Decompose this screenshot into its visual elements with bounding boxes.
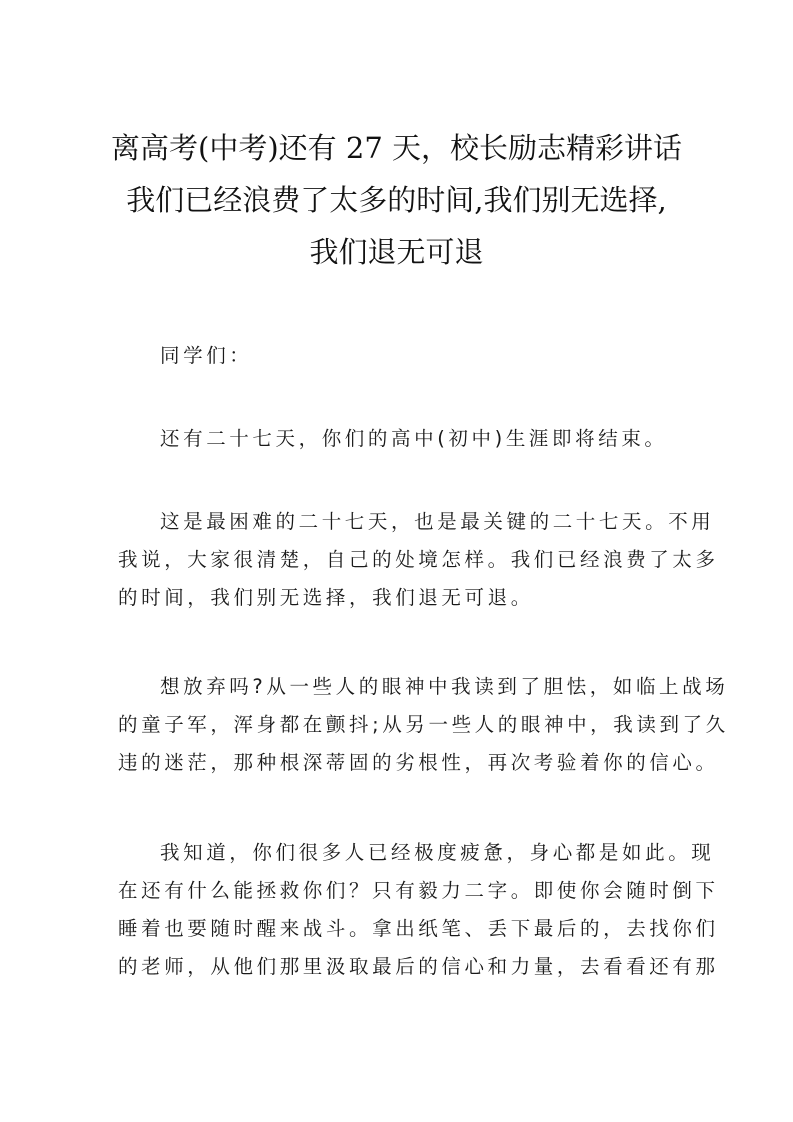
paragraph-3 — [118, 668, 729, 782]
paragraph-line: 我说，大家很清楚，自己的处境怎样。我们已经浪费了太多 — [118, 548, 719, 571]
paragraph-line: 违的迷茫，那种根深蒂固的劣根性，再次考验着你的信心。 — [118, 751, 719, 774]
title-line-3: 我们退无可退 — [309, 235, 484, 269]
paragraph-1 — [118, 420, 720, 458]
paragraph-2 — [118, 503, 719, 617]
paragraph-line: 睡着也要随时醒来战斗。拿出纸笔、丢下最后的，去找你们 — [118, 917, 719, 940]
paragraph-line: 的童子军，浑身都在颤抖;从另一些人的眼神中，我读到了久 — [118, 713, 729, 736]
paragraph-line: 我知道，你们很多人已经极度疲惫，身心都是如此。现 — [160, 841, 715, 864]
paragraph-line: 这是最困难的二十七天，也是最关键的二十七天。不用 — [160, 510, 715, 533]
paragraph-line: 还有二十七天，你们的高中(初中)生涯即将结束。 — [160, 427, 668, 450]
paragraph-line: 在还有什么能拯救你们？只有毅力二字。即使你会随时倒下 — [118, 879, 719, 902]
paragraph-4 — [118, 834, 719, 986]
document-title — [100, 122, 693, 278]
paragraph-line: 的时间，我们别无选择，我们退无可退。 — [118, 586, 534, 609]
title-line-2: 我们已经浪费了太多的时间,我们别无选择, — [126, 183, 667, 217]
paragraph-line: 的老师，从他们那里汲取最后的信心和力量，去看看还有那 — [118, 955, 719, 978]
greeting — [118, 337, 720, 375]
title-line-1: 离高考(中考)还有 27 天，校长励志精彩讲话 — [111, 131, 682, 165]
greeting-text: 同学们： — [160, 344, 253, 367]
paragraph-line: 想放弃吗?从一些人的眼神中我读到了胆怯，如临上战场 — [160, 675, 729, 698]
